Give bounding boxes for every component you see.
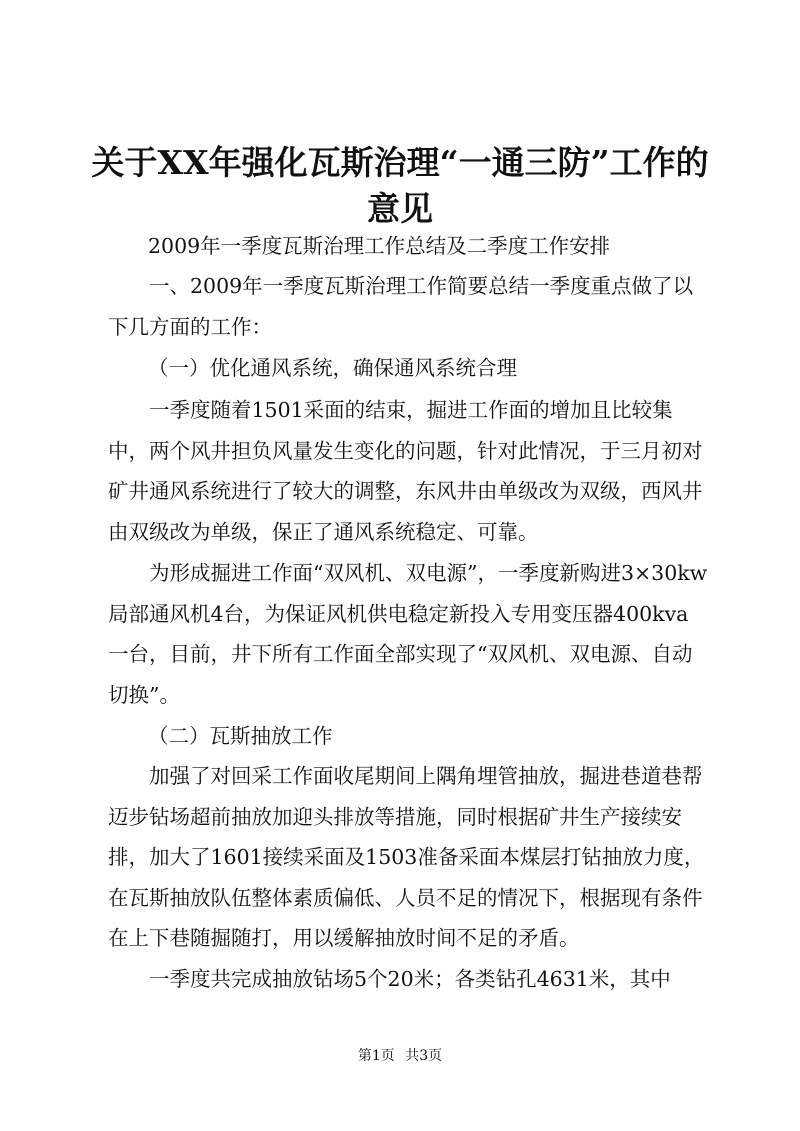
- section-1-heading: 一、2009年一季度瓦斯治理工作简要总结一季度重点做了以下几方面的工作：: [108, 274, 694, 339]
- document-title: [60, 140, 740, 232]
- paragraph-3: 加强了对回采工作面收尾期间上隅角埋管抽放，掘进巷道巷帮迈步钻场超前抽放加迎头排放等措施，同时根据矿井生产接续安排，加大了1601接续采面及1503准备采面本煤层打钻抽放力度，在瓦斯抽放队伍整体素质偏低、人员不足的情况下，根据现有条件在上下巷随掘随打，用以缓解抽放时间不足的矛盾。: [108, 764, 705, 950]
- title-line-2: 意见: [367, 189, 433, 228]
- paragraph-4: 一季度共完成抽放钻场5个20米；各类钻孔4631米，其中: [149, 967, 671, 991]
- title-line-1: 关于XX年强化瓦斯治理“一通三防”工作的: [91, 143, 709, 182]
- page-footer: [0, 1046, 800, 1066]
- paragraph-2: 为形成掘进工作面“双风机、双电源”，一季度新购进3×30kw局部通风机4台，为保证风机供电稳定新投入专用变压器400kva一台，目前，井下所有工作面全部实现了“双风机、双电源、自动切换”。: [108, 561, 708, 707]
- subsection-2-heading: （二）瓦斯抽放工作: [148, 724, 333, 748]
- page-total: 共3页: [405, 1048, 443, 1064]
- subtitle: 2009年一季度瓦斯治理工作总结及二季度工作安排: [148, 234, 611, 258]
- subsection-1-heading: （一）优化通风系统，确保通风系统合理: [148, 356, 517, 380]
- page-number: 第1页: [357, 1048, 395, 1064]
- paragraph-1: 一季度随着1501采面的结束，掘进工作面的增加且比较集中，两个风井担负风量发生变化的问题，针对此情况，于三月初对矿井通风系统进行了较大的调整，东风井由单级改为双级，西风井由双级改为单级，保正了通风系统稳定、可靠。: [108, 398, 703, 544]
